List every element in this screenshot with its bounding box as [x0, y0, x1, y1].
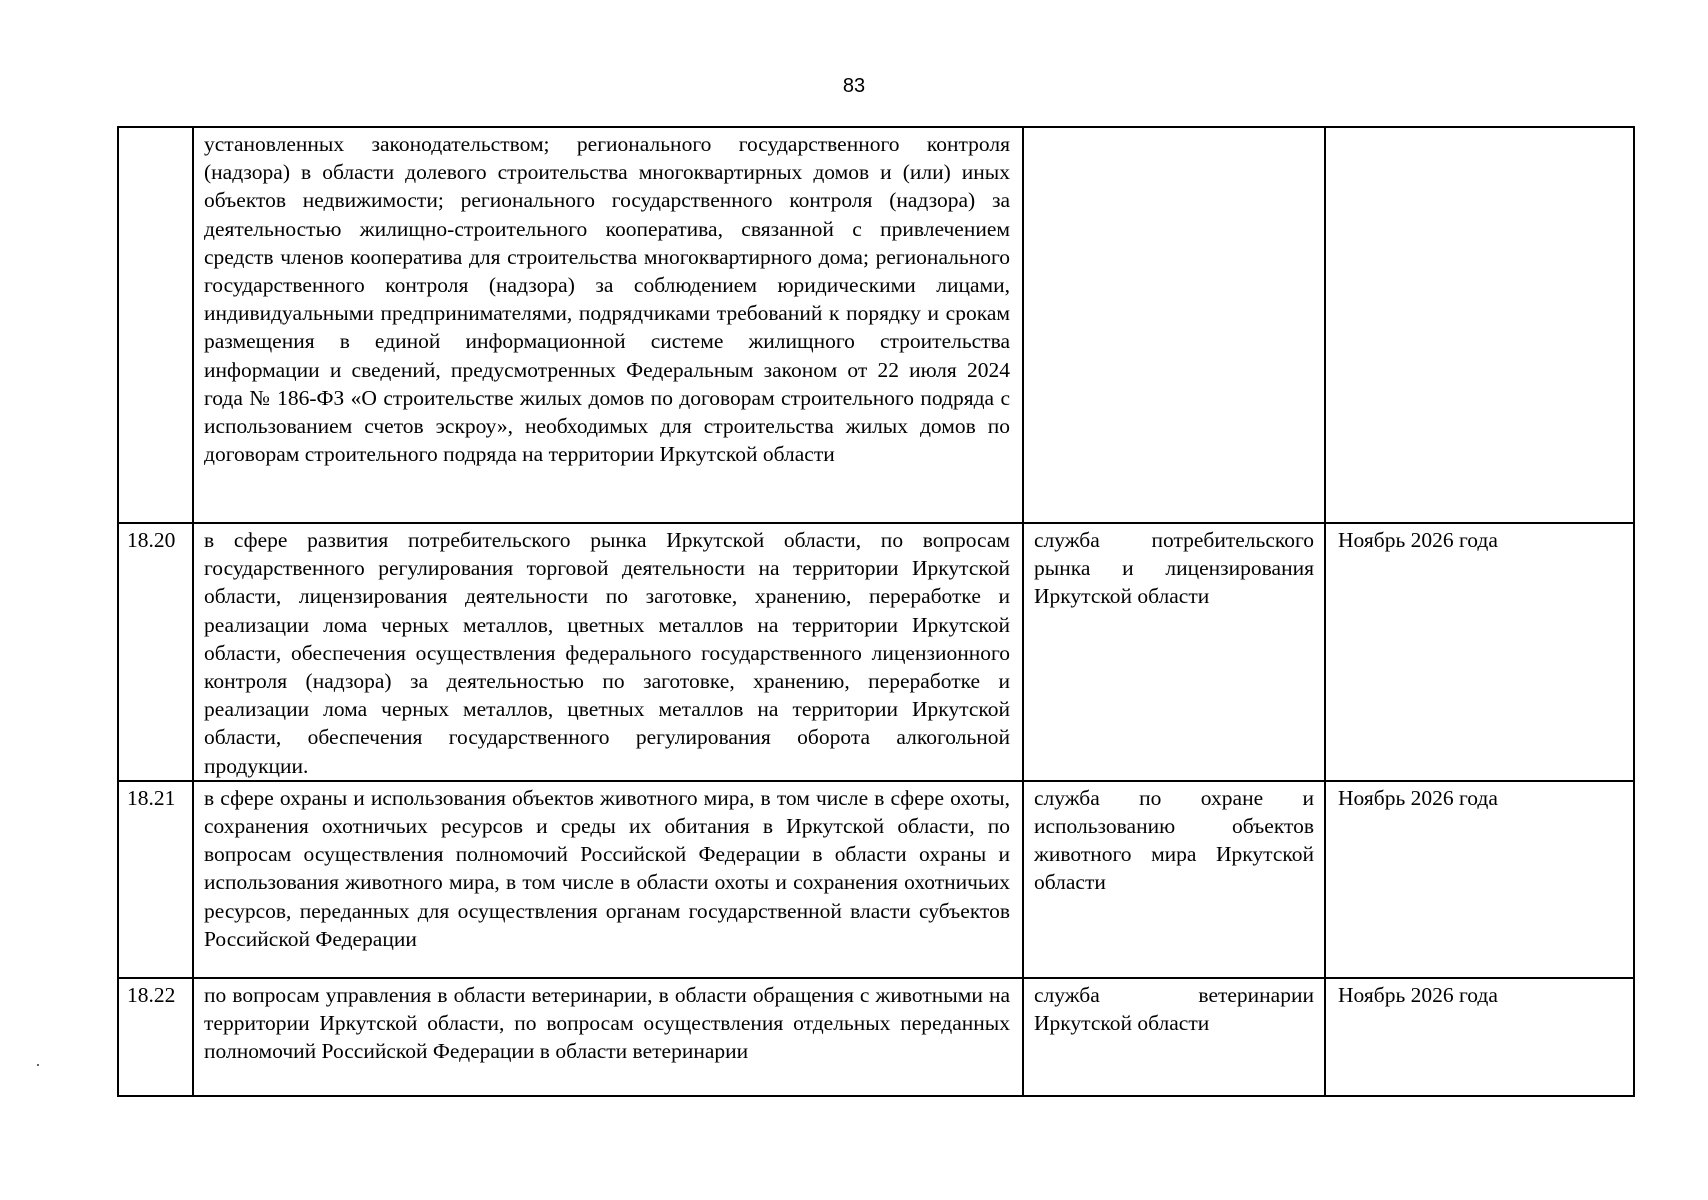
page-number: 83 — [842, 75, 866, 97]
row-deadline: Ноябрь 2026 года — [1325, 523, 1634, 781]
row-number: 18.22 — [118, 978, 193, 1096]
row-description: в сфере охраны и использования объектов животного мира, в том числе в сфере охоты, сохранения охотничьих ресурсов и среды их обитания в Иркутской области, по вопросам осуществления полномочий Российской Федерации в области охраны и использования животного мира, в том числе в области охоты и сохранения охотничьих ресурсов, переданных для осуществления органам государственной власти субъектов Российской Федерации — [193, 781, 1023, 978]
row-deadline: Ноябрь 2026 года — [1325, 978, 1634, 1096]
row-description: в сфере развития потребительского рынка Иркутской области, по вопросам государственного регулирования торговой деятельности на территории Иркутской области, лицензирования деятельности по заготовке, хранению, переработке и реализации лома черных металлов, цветных металлов на территории Иркутской области, обеспечения осуществления федерального государственного лицензионного контроля (надзора) за деятельностью по заготовке, хранению, переработке и реализации лома черных металлов, цветных металлов на территории Иркутской области, обеспечения государственного регулирования оборота алкогольной продукции. — [193, 523, 1023, 781]
row-number: 18.21 — [118, 781, 193, 978]
row-deadline — [1325, 127, 1634, 523]
row-responsible — [1023, 127, 1325, 523]
plan-table — [117, 126, 1635, 1097]
row-responsible: служба по охране и использованию объектов животного мира Иркутской области — [1023, 781, 1325, 978]
row-responsible: служба ветеринарии Иркутской области — [1023, 978, 1325, 1096]
row-number — [118, 127, 193, 523]
table-row — [118, 523, 1634, 781]
scan-speck — [37, 1064, 39, 1066]
row-number: 18.20 — [118, 523, 193, 781]
row-responsible: служба потребительского рынка и лицензирования Иркутской области — [1023, 523, 1325, 781]
row-description: по вопросам управления в области ветеринарии, в области обращения с животными на территории Иркутской области, по вопросам осуществления отдельных переданных полномочий Российской Федерации в области ветеринарии — [193, 978, 1023, 1096]
table-row — [118, 127, 1634, 523]
row-description: установленных законодательством; регионального государственного контроля (надзора) в области долевого строительства многоквартирных домов и (или) иных объектов недвижимости; регионального государственного контроля (надзора) за деятельностью жилищно-строительного кооператива, связанной с привлечением средств членов кооператива для строительства многоквартирного дома; регионального государственного контроля (надзора) за соблюдением юридическими лицами, индивидуальными предпринимателями, подрядчиками требований к порядку и срокам размещения в единой информационной системе жилищного строительства информации и сведений, предусмотренных Федеральным законом от 22 июля 2024 года № 186-ФЗ «О строительстве жилых домов по договорам строительного подряда с использованием счетов эскроу», необходимых для строительства жилых домов по договорам строительного подряда на территории Иркутской области — [193, 127, 1023, 523]
table-row — [118, 781, 1634, 978]
row-deadline: Ноябрь 2026 года — [1325, 781, 1634, 978]
table-row — [118, 978, 1634, 1096]
